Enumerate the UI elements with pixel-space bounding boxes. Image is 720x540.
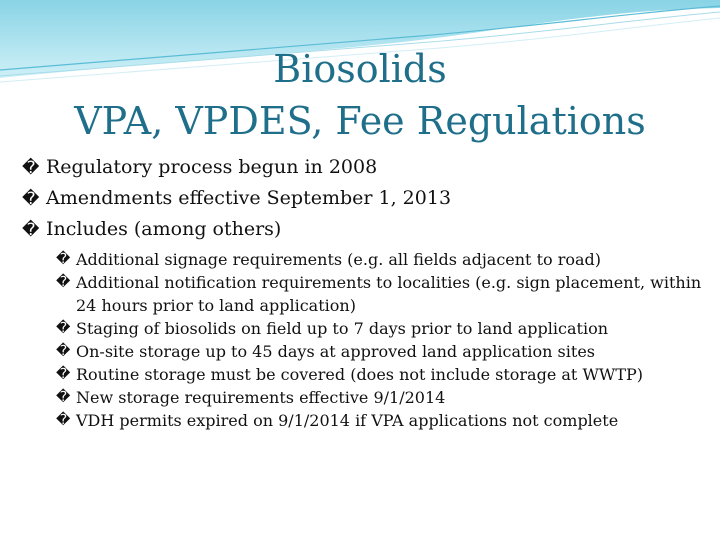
bullet-text: Includes (among others) <box>46 218 282 240</box>
list-item <box>56 317 714 340</box>
slide-title-line1: Biosolids <box>273 47 447 91</box>
bullet-text: Additional signage requirements (e.g. all fields adjacent to road) <box>76 250 602 269</box>
list-item <box>56 271 714 317</box>
bullet-list-level1 <box>22 152 712 245</box>
list-item <box>56 386 714 409</box>
bullet-icon: � <box>56 320 71 336</box>
bullet-icon: � <box>22 189 40 209</box>
bullet-icon: � <box>22 220 40 240</box>
list-item <box>22 152 712 183</box>
bullet-icon: � <box>56 274 71 290</box>
slide-title-line2: VPA, VPDES, Fee Regulations <box>74 99 646 143</box>
bullet-icon: � <box>56 343 71 359</box>
bullet-text: Additional notification requirements to localities (e.g. sign placement, within 24 hours prior to land application) <box>76 273 702 315</box>
list-item <box>56 363 714 386</box>
list-item <box>22 214 712 245</box>
bullet-text: Staging of biosolids on field up to 7 days prior to land application <box>76 319 608 338</box>
bullet-list-level2 <box>56 248 714 432</box>
bullet-icon: � <box>56 366 71 382</box>
bullet-text: On-site storage up to 45 days at approved land application sites <box>76 342 595 361</box>
list-item <box>56 340 714 363</box>
bullet-text: VDH permits expired on 9/1/2014 if VPA applications not complete <box>76 411 619 430</box>
list-item <box>56 409 714 432</box>
bullet-text: Regulatory process begun in 2008 <box>46 156 378 178</box>
bullet-text: New storage requirements effective 9/1/2014 <box>76 388 446 407</box>
list-item <box>56 248 714 271</box>
list-item <box>22 183 712 214</box>
bullet-icon: � <box>56 389 71 405</box>
bullet-icon: � <box>56 251 71 267</box>
bullet-icon: � <box>56 412 71 428</box>
bullet-icon: � <box>22 158 40 178</box>
bullet-text: Amendments effective September 1, 2013 <box>46 187 452 209</box>
bullet-text: Routine storage must be covered (does not include storage at WWTP) <box>76 365 644 384</box>
